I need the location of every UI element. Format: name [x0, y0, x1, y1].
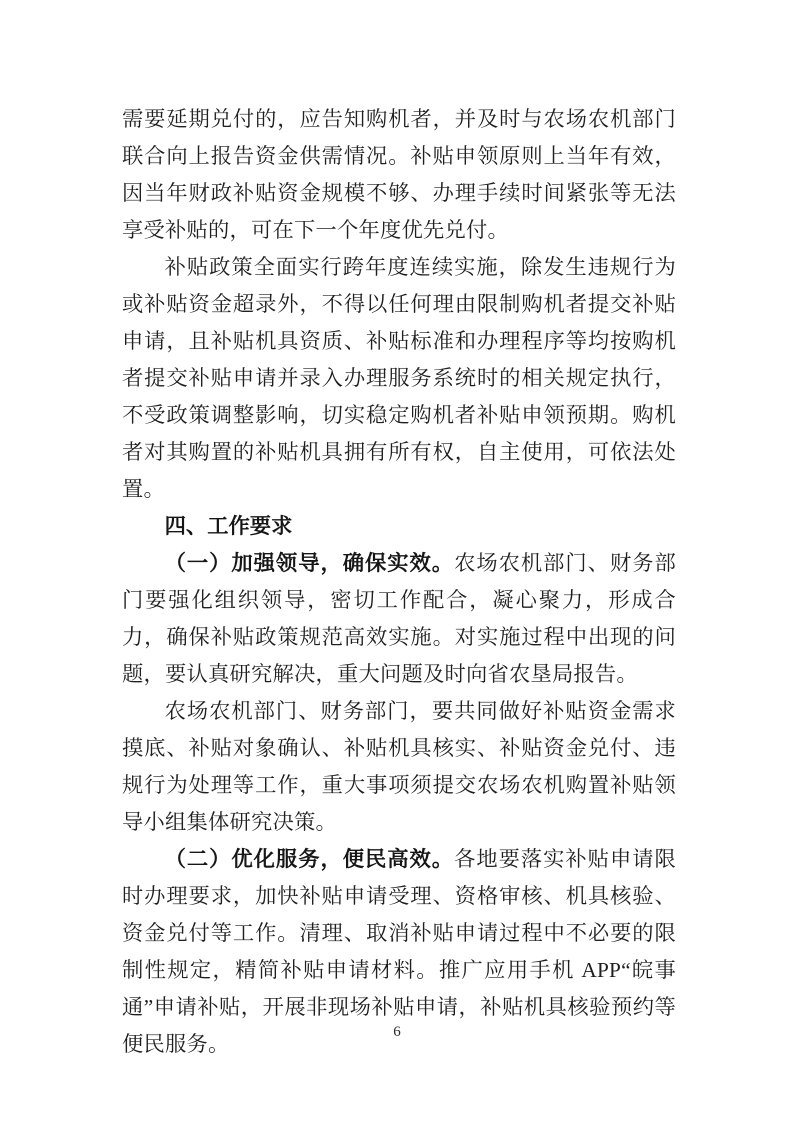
paragraph-text: 各地要落实补贴申请限时办理要求，加快补贴申请受理、资格审核、机具核验、资金兑付等工作。清理、取消补贴申请过程中不必要的限制性规定，精简补贴申请材料。推广应用手机 APP“皖事通”申请补贴，开展非现场补贴申请，补贴机具核验预约等便民服务。	[122, 847, 676, 1056]
page-number: 6	[393, 1024, 401, 1040]
paragraph	[122, 545, 676, 693]
paragraph: 补贴政策全面实行跨年度连续实施，除发生违规行为或补贴资金超录外，不得以任何理由限制购机者提交补贴申请，且补贴机具资质、补贴标准和办理程序等均按购机者提交补贴申请并录入办理服务系统时的相关规定执行，不受政策调整影响，切实稳定购机者补贴申领预期。购机者对其购置的补贴机具拥有所有权，自主使用，可依法处置。	[122, 255, 676, 501]
paragraph: 农场农机部门、财务部门，要共同做好补贴资金需求摸底、补贴对象确认、补贴机具核实、补贴资金兑付、违规行为处理等工作，重大事项须提交农场农机购置补贴领导小组集体研究决策。	[122, 699, 676, 834]
paragraph-text: 农场农机部门、财务部门要强化组织领导，密切工作配合，凝心聚力，形成合力，确保补贴政策规范高效实施。对实施过程中出现的问题，要认真研究解决，重大问题及时向省农垦局报告。	[122, 551, 676, 686]
document-body	[122, 101, 676, 1063]
subsection-lead: （一）加强领导，确保实效。	[164, 551, 455, 575]
paragraph-continuation: 需要延期兑付的，应告知购机者，并及时与农场农机部门联合向上报告资金供需情况。补贴申领原则上当年有效，因当年财政补贴资金规模不够、办理手续时间紧张等无法享受补贴的，可在下一个年度优先兑付。	[122, 107, 676, 242]
subsection-lead: （二）优化服务，便民高效。	[164, 847, 455, 871]
section-heading: 四、工作要求	[164, 514, 293, 538]
